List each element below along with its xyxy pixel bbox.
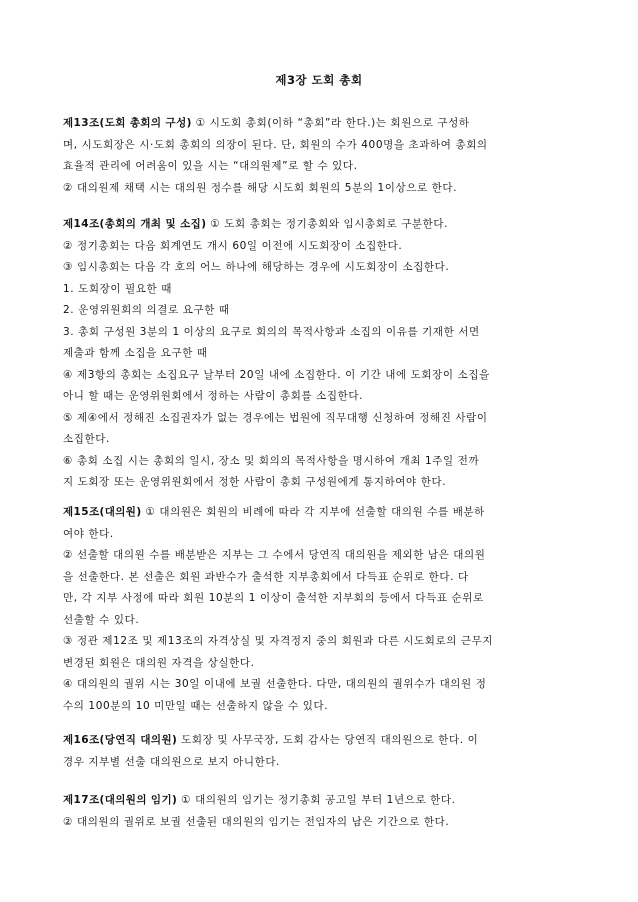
article-13-heading: 제13조(도회 총회의 구성): [63, 117, 192, 129]
article-16-heading: 제16조(당연직 대의원): [63, 734, 178, 746]
article-15: [63, 502, 581, 717]
article-14-line-5: 2. 운영위원회의 의결로 요구한 때: [63, 304, 230, 316]
article-14-line-4: 1. 도회장이 필요한 때: [63, 282, 172, 295]
article-15-line-5: 만, 각 지부 사정에 따라 회원 10분의 1 이상이 출석한 지부회의 등에서 다득표 순위로: [63, 592, 484, 604]
article-14-line-6: 3. 총회 구성원 3분의 1 이상의 요구로 회의의 목적사항과 소집의 이유를 기재한 서면: [63, 325, 480, 338]
article-16-line-1: [63, 730, 581, 752]
article-14-line-12: ⑥ 총회 소집 시는 총회의 일시, 장소 및 회의의 목적사항을 명시하여 개최 1주일 전까: [63, 454, 480, 467]
article-13: [63, 113, 581, 199]
article-17-line-1: [63, 790, 581, 812]
article-15-line-2: 여야 한다.: [63, 527, 114, 540]
article-14-heading: 제14조(총회의 개최 및 소집): [63, 218, 207, 230]
article-13-text: ① 시도회 총회(이하 “총회”라 한다.)는 회원으로 구성하: [191, 117, 470, 129]
article-15-line-6: 선출할 수 있다.: [63, 613, 140, 626]
article-15-text: ① 대의원은 회원의 비례에 따라 각 지부에 선출할 대의원 수를 배분하: [141, 506, 485, 518]
article-15-line-8: 변경된 회원은 대의원 자격을 상실한다.: [63, 656, 255, 669]
article-14-line-1: [63, 214, 581, 236]
article-17-heading: 제17조(대의원의 임기): [63, 794, 178, 806]
article-15-line-3: ② 선출할 대의원 수를 배분받은 지부는 그 수에서 당연직 대의원을 제외한 남은 대의원: [63, 549, 486, 561]
article-13-line-1: [63, 113, 581, 135]
article-17: [63, 790, 581, 833]
article-15-line-10: 수의 100분의 10 미만일 때는 선출하지 않을 수 있다.: [63, 699, 329, 712]
article-14-line-3: ③ 임시총회는 다음 각 호의 어느 하나에 해당하는 경우에 시도회장이 소집한다.: [63, 261, 450, 273]
article-15-line-1: [63, 502, 581, 524]
article-16-text: 도회장 및 사무국장, 도회 감사는 당연직 대의원으로 한다. 이: [177, 734, 479, 746]
article-13-line-4: ② 대의원제 채택 시는 대의원 정수를 해당 시도회 회원의 5분의 1이상으로 한다.: [63, 181, 458, 194]
article-14-line-10: ⑤ 제④에서 정해진 소집권자가 없는 경우에는 법원에 직무대행 신청하여 정해진 사람이: [63, 411, 488, 424]
article-14: [63, 214, 581, 494]
article-14-text: ① 도회 총회는 정기총회와 임시총회로 구분한다.: [206, 218, 449, 230]
article-17-text: ① 대의원의 임기는 정기총회 공고일 부터 1년으로 한다.: [177, 794, 456, 806]
article-17-line-2: ② 대의원의 궐위로 보궐 선출된 대의원의 임기는 전임자의 남은 기간으로 한다.: [63, 815, 450, 828]
article-14-line-13: 지 도회장 또는 운영위원회에서 정한 사람이 총회 구성원에게 통지하여야 한다.: [63, 476, 447, 488]
article-14-line-9: 아니 할 때는 운영위원회에서 정하는 사람이 총회를 소집한다.: [63, 390, 364, 402]
article-14-line-11: 소집한다.: [63, 433, 110, 445]
article-16-line-2: 경우 지부별 선출 대의원으로 보지 아니한다.: [63, 755, 280, 768]
article-13-line-2: 며, 시도회장은 시·도회 총회의 의장이 된다. 단, 회원의 수가 400명을 초과하여 총회의: [63, 138, 488, 151]
chapter-title: 제3장 도회 총회: [275, 73, 363, 87]
article-14-line-7: 제출과 함께 소집을 요구한 때: [63, 347, 208, 359]
article-15-line-7: ③ 정관 제12조 및 제13조의 자격상실 및 자격정지 중의 회원과 다른 시도회로의 근무지: [63, 635, 494, 647]
article-15-heading: 제15조(대의원): [63, 506, 142, 518]
article-15-line-9: ④ 대의원의 궐위 시는 30일 이내에 보궐 선출한다. 다만, 대의원의 궐위수가 대의원 정: [63, 678, 487, 690]
article-16: [63, 730, 581, 773]
article-13-line-3: 효율적 관리에 어려움이 있을 시는 “대의원제”로 할 수 있다.: [63, 160, 358, 172]
article-15-line-4: 을 선출한다. 본 선출은 회원 과반수가 출석한 지부총회에서 다득표 순위로 한다. 다: [63, 570, 469, 583]
article-14-line-8: ④ 제3항의 총회는 소집요구 날부터 20일 내에 소집한다. 이 기간 내에 도회장이 소집을: [63, 368, 490, 381]
article-14-line-2: ② 정기총회는 다음 회계연도 개시 60일 이전에 시도회장이 소집한다.: [63, 239, 403, 252]
